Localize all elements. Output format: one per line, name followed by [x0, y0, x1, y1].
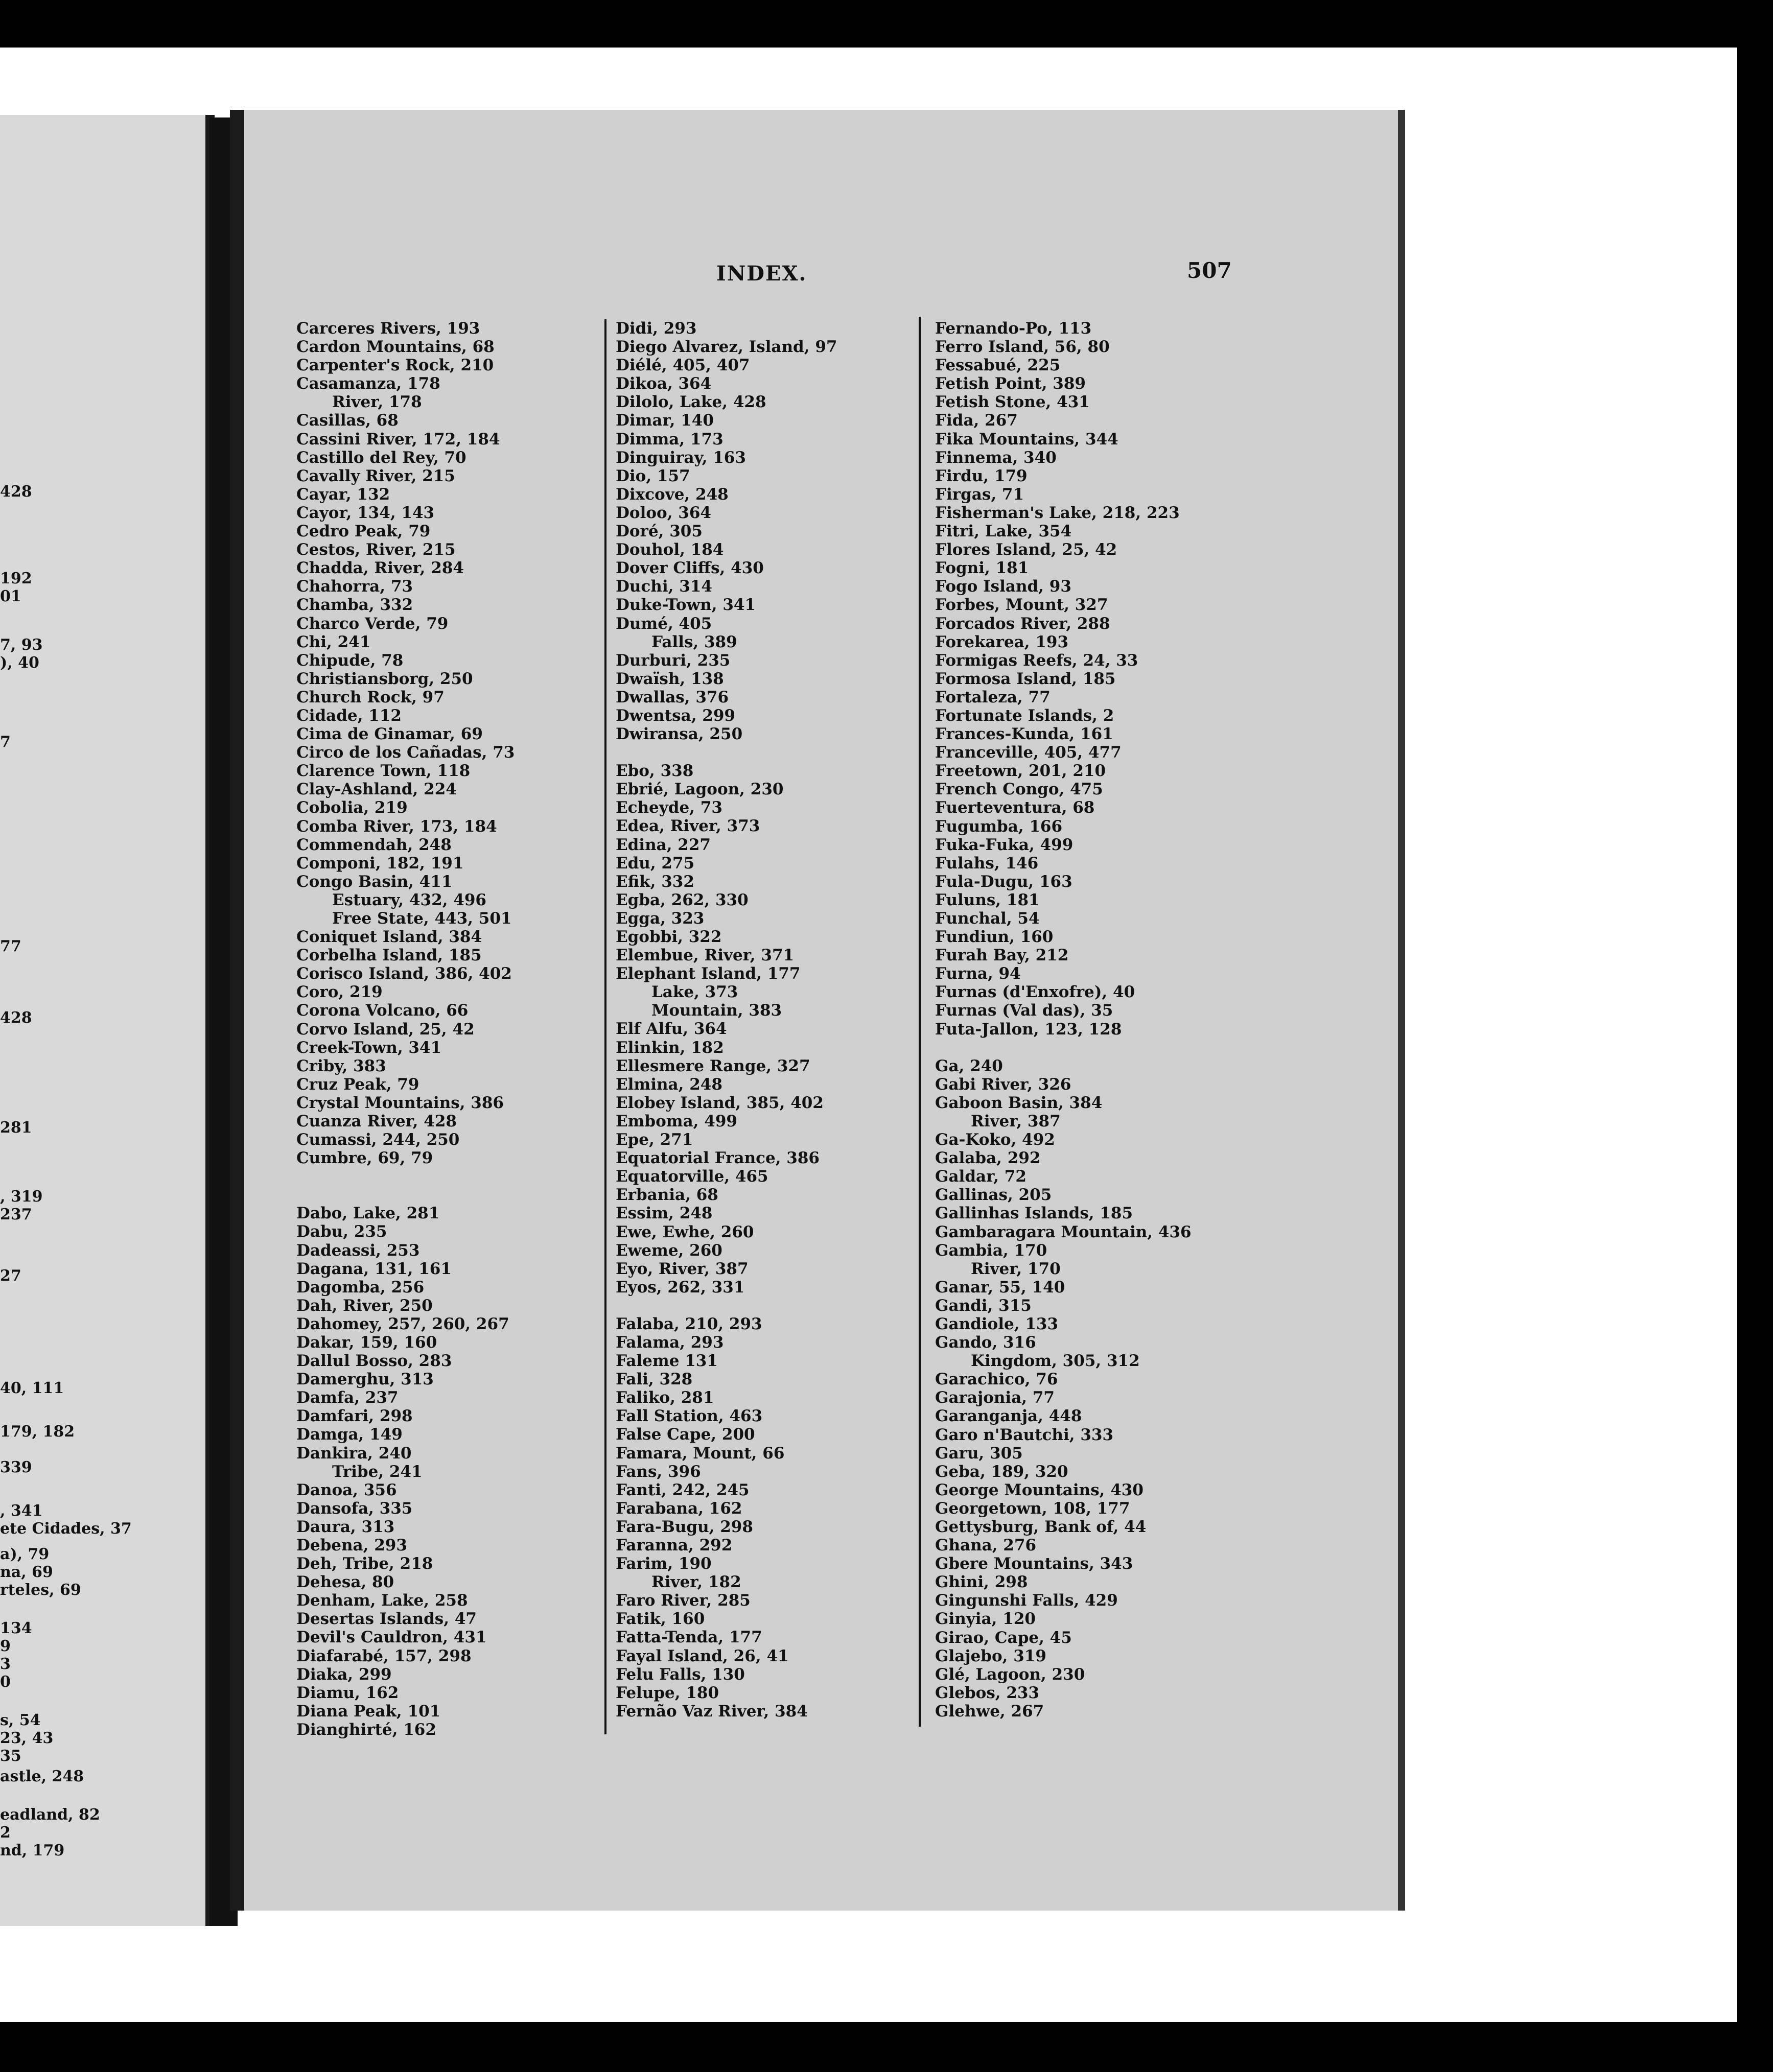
- index-entry: Fortunate Islands, 2: [935, 706, 1114, 725]
- index-entry: Elembue, River, 371: [616, 946, 795, 965]
- index-entry: Fatta-Tenda, 177: [616, 1628, 762, 1647]
- section-gap: [296, 1186, 515, 1204]
- index-entry: Gingunshi Falls, 429: [935, 1591, 1118, 1610]
- index-entry: Elmina, 248: [616, 1075, 722, 1094]
- left-page-fragment: 01: [0, 587, 21, 605]
- left-page-fragment: 339: [0, 1458, 32, 1476]
- index-entry: Freetown, 201, 210: [935, 762, 1106, 781]
- index-entry: Diélé, 405, 407: [616, 356, 750, 375]
- index-entry: Corbelha Island, 185: [296, 946, 482, 965]
- index-entry: Dover Cliffs, 430: [616, 559, 764, 578]
- left-page-fragment: 3: [0, 1655, 11, 1673]
- index-entry: Ewe, Ewhe, 260: [616, 1222, 754, 1241]
- section-gap: [616, 743, 837, 762]
- left-page-fragment: 27: [0, 1267, 21, 1285]
- index-entry: Fugumba, 166: [935, 817, 1063, 836]
- index-entry: Falaba, 210, 293: [616, 1314, 762, 1333]
- index-entry: Edina, 227: [616, 835, 711, 854]
- index-entry: Ga-Koko, 492: [935, 1131, 1055, 1149]
- index-entry: Glebos, 233: [935, 1683, 1040, 1702]
- index-entry: Gando, 316: [935, 1333, 1036, 1352]
- left-page-fragment: s, 54: [0, 1711, 41, 1729]
- index-entry: Diafarabé, 157, 298: [296, 1646, 472, 1665]
- index-subentry: River, 170: [971, 1259, 1061, 1278]
- index-entry: Firdu, 179: [935, 466, 1028, 485]
- index-entry: Fernando-Po, 113: [935, 319, 1092, 338]
- index-entry: Dabu, 235: [296, 1222, 387, 1241]
- index-entry: Elinkin, 182: [616, 1038, 724, 1057]
- index-entry: Damerghu, 313: [296, 1370, 434, 1389]
- left-page-fragment: na, 69: [0, 1563, 53, 1581]
- left-page-fragment: 281: [0, 1119, 32, 1137]
- left-page-fragment: 23, 43: [0, 1729, 54, 1747]
- index-subentry: Kingdom, 305, 312: [971, 1352, 1140, 1371]
- index-entry: Gaboon Basin, 384: [935, 1093, 1103, 1112]
- index-entry: Chi, 241: [296, 632, 371, 651]
- index-entry: Dagomba, 256: [296, 1278, 425, 1297]
- index-entry: Clarence Town, 118: [296, 762, 471, 781]
- index-entry: Douhol, 184: [616, 540, 724, 559]
- index-entry: Fetish Stone, 431: [935, 393, 1090, 412]
- index-entry: Furna, 94: [935, 964, 1021, 983]
- index-entry: Felu Falls, 130: [616, 1665, 745, 1684]
- index-entry: Fuka-Fuka, 499: [935, 835, 1074, 854]
- index-entry: Fall Station, 463: [616, 1407, 763, 1426]
- index-entry: Commendah, 248: [296, 835, 452, 854]
- index-entry: Criby, 383: [296, 1056, 386, 1075]
- index-entry: Funchal, 54: [935, 909, 1040, 928]
- index-entry: Futa-Jallon, 123, 128: [935, 1020, 1122, 1039]
- index-entry: Dansofa, 335: [296, 1499, 413, 1518]
- left-page-fragment: ), 40: [0, 654, 39, 672]
- left-page-fragment: 7: [0, 733, 11, 751]
- index-entry: Dakar, 159, 160: [296, 1333, 437, 1352]
- index-entry: Cassini River, 172, 184: [296, 430, 500, 449]
- index-entry: False Cape, 200: [616, 1425, 755, 1444]
- index-entry: Dinguiray, 163: [616, 448, 746, 467]
- index-entry: Dio, 157: [616, 466, 690, 485]
- index-entry: Falama, 293: [616, 1333, 724, 1352]
- index-entry: Cima de Ginamar, 69: [296, 725, 483, 744]
- section-gap: [296, 1167, 515, 1186]
- index-entry: Felupe, 180: [616, 1683, 719, 1702]
- index-entry: Chahorra, 73: [296, 577, 413, 596]
- index-entry: Cidade, 112: [296, 706, 402, 725]
- index-entry: Gandiole, 133: [935, 1314, 1059, 1333]
- index-entry: Faliko, 281: [616, 1388, 714, 1407]
- index-entry: Ellesmere Range, 327: [616, 1056, 810, 1075]
- index-entry: Fara-Bugu, 298: [616, 1517, 753, 1536]
- left-page-fragment: eadland, 82: [0, 1806, 100, 1824]
- index-entry: Didi, 293: [616, 319, 697, 338]
- index-entry: Fogo Island, 93: [935, 577, 1071, 596]
- index-entry: Eyo, River, 387: [616, 1259, 749, 1278]
- left-page-fragment: 428: [0, 483, 32, 501]
- index-entry: Damfari, 298: [296, 1407, 413, 1426]
- left-page-fragment: , 319: [0, 1188, 43, 1206]
- index-entry: Doloo, 364: [616, 503, 711, 522]
- index-entry: Fika Mountains, 344: [935, 430, 1118, 449]
- index-entry: Chamba, 332: [296, 596, 413, 615]
- index-entry: Cestos, River, 215: [296, 540, 456, 559]
- index-entry: Corvo Island, 25, 42: [296, 1020, 475, 1039]
- index-entry: Equatorial France, 386: [616, 1149, 820, 1168]
- index-entry: Glajebo, 319: [935, 1646, 1046, 1665]
- index-subentry: Estuary, 432, 496: [332, 890, 486, 909]
- index-entry: Coro, 219: [296, 983, 383, 1002]
- index-entry: Fogni, 181: [935, 559, 1029, 578]
- index-entry: Forekarea, 193: [935, 632, 1069, 651]
- index-entry: Fula-Dugu, 163: [935, 872, 1072, 891]
- index-entry: Glé, Lagoon, 230: [935, 1665, 1085, 1684]
- left-page-fragment: , 341: [0, 1502, 43, 1520]
- index-entry: Dehesa, 80: [296, 1573, 394, 1592]
- index-column-2: [616, 319, 837, 1721]
- index-entry: Formosa Island, 185: [935, 669, 1116, 688]
- left-page-fragment: 7, 93: [0, 636, 43, 654]
- index-entry: Carceres Rivers, 193: [296, 319, 480, 338]
- index-entry: Dwiransa, 250: [616, 725, 743, 744]
- index-entry: Creek-Town, 341: [296, 1038, 442, 1057]
- index-entry: Cayor, 134, 143: [296, 503, 435, 522]
- index-entry: Gallinhas Islands, 185: [935, 1204, 1133, 1223]
- index-entry: Fans, 396: [616, 1462, 701, 1481]
- index-entry: Crystal Mountains, 386: [296, 1093, 504, 1112]
- left-page-fragment: 428: [0, 1009, 32, 1027]
- index-entry: Furnas (d'Enxofre), 40: [935, 983, 1135, 1002]
- column-rule: [919, 317, 921, 1727]
- index-column-1: [296, 319, 515, 1739]
- index-entry: Debena, 293: [296, 1536, 407, 1555]
- left-page-fragment: 35: [0, 1747, 21, 1765]
- page-number: 507: [1187, 258, 1232, 283]
- index-entry: Ebrié, Lagoon, 230: [616, 780, 784, 799]
- index-entry: Comba River, 173, 184: [296, 817, 497, 836]
- index-entry: Fortaleza, 77: [935, 688, 1051, 707]
- index-entry: Cavally River, 215: [296, 466, 455, 485]
- index-entry: Dagana, 131, 161: [296, 1259, 452, 1278]
- index-entry: Farim, 190: [616, 1555, 712, 1573]
- index-entry: Casillas, 68: [296, 411, 399, 430]
- index-entry: Furnas (Val das), 35: [935, 1001, 1113, 1020]
- index-entry: Damfa, 237: [296, 1388, 399, 1407]
- index-entry: Damga, 149: [296, 1425, 403, 1444]
- index-entry: Ginyia, 120: [935, 1610, 1036, 1629]
- index-entry: Dankira, 240: [296, 1444, 412, 1463]
- running-head: INDEX.: [716, 262, 807, 286]
- index-entry: Elobey Island, 385, 402: [616, 1093, 824, 1112]
- index-entry: Glehwe, 267: [935, 1702, 1044, 1721]
- index-entry: Charco Verde, 79: [296, 614, 449, 633]
- index-entry: Church Rock, 97: [296, 688, 445, 707]
- section-gap: [616, 1297, 837, 1315]
- index-subentry: Mountain, 383: [651, 1001, 782, 1020]
- index-entry: Ghini, 298: [935, 1573, 1028, 1592]
- index-entry: Franceville, 405, 477: [935, 743, 1122, 762]
- index-entry: Ghana, 276: [935, 1536, 1037, 1555]
- index-entry: Dallul Bosso, 283: [296, 1352, 452, 1371]
- index-entry: Egobbi, 322: [616, 928, 722, 946]
- index-entry: Cumbre, 69, 79: [296, 1149, 433, 1168]
- index-entry: Furah Bay, 212: [935, 946, 1069, 965]
- index-entry: Dimma, 173: [616, 430, 724, 449]
- index-entry: Emboma, 499: [616, 1112, 737, 1131]
- index-entry: Duke-Town, 341: [616, 596, 756, 615]
- index-entry: Casamanza, 178: [296, 374, 440, 393]
- index-entry: Gabi River, 326: [935, 1075, 1071, 1094]
- index-entry: Gbere Mountains, 343: [935, 1555, 1133, 1573]
- index-entry: Dumé, 405: [616, 614, 712, 633]
- index-entry: Formigas Reefs, 24, 33: [935, 651, 1138, 670]
- index-entry: Gallinas, 205: [935, 1186, 1052, 1205]
- index-entry: Faranna, 292: [616, 1536, 733, 1555]
- index-entry: Cobolia, 219: [296, 798, 408, 817]
- index-entry: Dikoa, 364: [616, 374, 712, 393]
- index-entry: Flores Island, 25, 42: [935, 540, 1117, 559]
- index-entry: Danoa, 356: [296, 1480, 397, 1499]
- left-page-fragment: 134: [0, 1619, 32, 1637]
- index-entry: Epe, 271: [616, 1131, 693, 1149]
- index-entry: Chadda, River, 284: [296, 559, 464, 578]
- index-entry: Ga, 240: [935, 1056, 1003, 1075]
- index-entry: Georgetown, 108, 177: [935, 1499, 1130, 1518]
- index-entry: Duchi, 314: [616, 577, 712, 596]
- index-entry: Corisco Island, 386, 402: [296, 964, 512, 983]
- index-entry: Devil's Cauldron, 431: [296, 1628, 487, 1647]
- index-entry: Gambaragara Mountain, 436: [935, 1222, 1192, 1241]
- index-entry: Cuanza River, 428: [296, 1112, 457, 1131]
- index-entry: Fida, 267: [935, 411, 1018, 430]
- index-entry: Dahomey, 257, 260, 267: [296, 1314, 509, 1333]
- column-rule: [604, 319, 606, 1734]
- index-entry: Ebo, 338: [616, 762, 694, 781]
- index-entry: Efik, 332: [616, 872, 694, 891]
- index-entry: Cedro Peak, 79: [296, 522, 431, 541]
- index-entry: Garachico, 76: [935, 1370, 1058, 1389]
- left-page-fragment: 40, 111: [0, 1379, 64, 1397]
- index-entry: Desertas Islands, 47: [296, 1610, 477, 1629]
- index-entry: Cayar, 132: [296, 485, 390, 504]
- index-entry: Erbania, 68: [616, 1186, 718, 1205]
- index-entry: Diego Alvarez, Island, 97: [616, 338, 837, 357]
- index-entry: Dianghirté, 162: [296, 1720, 436, 1739]
- index-entry: Elephant Island, 177: [616, 964, 801, 983]
- index-entry: Dwaïsh, 138: [616, 669, 724, 688]
- index-entry: Carpenter's Rock, 210: [296, 356, 494, 375]
- index-entry: Faleme 131: [616, 1352, 718, 1371]
- index-entry: Circo de los Cañadas, 73: [296, 743, 515, 762]
- index-entry: Girao, Cape, 45: [935, 1628, 1072, 1647]
- left-page-fragment: 237: [0, 1206, 32, 1223]
- index-entry: Gambia, 170: [935, 1241, 1047, 1260]
- index-entry: Edu, 275: [616, 854, 695, 873]
- index-entry: Firgas, 71: [935, 485, 1024, 504]
- index-entry: Fessabué, 225: [935, 356, 1061, 375]
- index-entry: Dwallas, 376: [616, 688, 729, 707]
- index-entry: Faro River, 285: [616, 1591, 751, 1610]
- index-entry: Gettysburg, Bank of, 44: [935, 1518, 1147, 1536]
- left-page: [0, 115, 215, 1926]
- index-entry: Galdar, 72: [935, 1167, 1027, 1186]
- left-page-fragment: 2: [0, 1824, 11, 1842]
- index-entry: Garajonia, 77: [935, 1388, 1055, 1407]
- index-entry: Fisherman's Lake, 218, 223: [935, 503, 1180, 522]
- left-page-fragment: nd, 179: [0, 1842, 65, 1859]
- index-entry: Clay-Ashland, 224: [296, 780, 457, 799]
- index-entry: Eweme, 260: [616, 1241, 722, 1260]
- index-entry: Cruz Peak, 79: [296, 1075, 419, 1094]
- index-subentry: River, 387: [971, 1112, 1061, 1131]
- index-entry: French Congo, 475: [935, 780, 1103, 799]
- index-entry: Deh, Tribe, 218: [296, 1555, 433, 1573]
- index-entry: Galaba, 292: [935, 1149, 1041, 1168]
- index-entry: Dilolo, Lake, 428: [616, 393, 766, 412]
- index-entry: Diaka, 299: [296, 1665, 392, 1684]
- index-entry: Echeyde, 73: [616, 798, 722, 817]
- index-entry: Daura, 313: [296, 1517, 395, 1536]
- left-page-fragment: rteles, 69: [0, 1581, 81, 1599]
- index-entry: Egba, 262, 330: [616, 890, 749, 909]
- index-entry: Fatik, 160: [616, 1610, 705, 1629]
- index-entry: Garo n'Bautchi, 333: [935, 1425, 1114, 1444]
- index-entry: Elf Alfu, 364: [616, 1020, 727, 1039]
- index-entry: George Mountains, 430: [935, 1480, 1144, 1499]
- index-entry: Eyos, 262, 331: [616, 1278, 745, 1297]
- index-subentry: Free State, 443, 501: [332, 909, 512, 928]
- index-entry: Cardon Mountains, 68: [296, 338, 495, 357]
- left-page-fragment: 77: [0, 937, 21, 955]
- index-entry: Equatorville, 465: [616, 1167, 768, 1186]
- left-page-fragment: ete Cidades, 37: [0, 1520, 132, 1538]
- index-entry: Fanti, 242, 245: [616, 1480, 750, 1499]
- index-entry: Dah, River, 250: [296, 1296, 433, 1315]
- index-subentry: River, 182: [651, 1573, 741, 1592]
- index-entry: Garu, 305: [935, 1444, 1023, 1463]
- index-entry: Fundiun, 160: [935, 928, 1054, 947]
- index-entry: Durburi, 235: [616, 651, 731, 670]
- index-entry: Forcados River, 288: [935, 614, 1110, 633]
- index-entry: Denham, Lake, 258: [296, 1591, 468, 1610]
- index-entry: Fulahs, 146: [935, 854, 1039, 873]
- index-entry: Forbes, Mount, 327: [935, 596, 1108, 615]
- index-entry: Diana Peak, 101: [296, 1702, 441, 1721]
- index-entry: Essim, 248: [616, 1204, 713, 1223]
- left-page-fragment: astle, 248: [0, 1768, 84, 1785]
- index-entry: Fuerteventura, 68: [935, 798, 1095, 817]
- index-entry: Dixcove, 248: [616, 485, 729, 504]
- left-page-fragment: 192: [0, 570, 32, 587]
- index-subentry: River, 178: [332, 393, 422, 412]
- index-entry: Castillo del Rey, 70: [296, 448, 466, 467]
- index-entry: Finnema, 340: [935, 448, 1057, 467]
- index-subentry: Tribe, 241: [332, 1462, 423, 1481]
- index-entry: Fernão Vaz River, 384: [616, 1702, 808, 1721]
- index-entry: Farabana, 162: [616, 1499, 742, 1518]
- index-entry: Christiansborg, 250: [296, 669, 473, 688]
- index-entry: Dabo, Lake, 281: [296, 1204, 440, 1223]
- section-gap: [935, 1039, 1192, 1057]
- index-entry: Cumassi, 244, 250: [296, 1131, 460, 1149]
- index-subentry: Falls, 389: [651, 632, 737, 651]
- index-entry: Doré, 305: [616, 522, 703, 541]
- index-entry: Egga, 323: [616, 909, 705, 928]
- index-entry: Dwentsa, 299: [616, 706, 735, 725]
- index-entry: Corona Volcano, 66: [296, 1001, 469, 1020]
- index-entry: Ganar, 55, 140: [935, 1278, 1065, 1297]
- left-page-fragment: 179, 182: [0, 1423, 75, 1441]
- left-page-fragment: 9: [0, 1637, 11, 1655]
- index-entry: Gandi, 315: [935, 1296, 1032, 1315]
- index-entry: Garanganja, 448: [935, 1407, 1082, 1426]
- index-entry: Fetish Point, 389: [935, 374, 1086, 393]
- left-page-fragment: 0: [0, 1673, 11, 1691]
- index-entry: Ferro Island, 56, 80: [935, 338, 1110, 357]
- index-entry: Fali, 328: [616, 1370, 693, 1389]
- index-entry: Famara, Mount, 66: [616, 1444, 785, 1463]
- index-entry: Fuluns, 181: [935, 890, 1040, 909]
- index-entry: Fitri, Lake, 354: [935, 522, 1072, 541]
- index-entry: Edea, River, 373: [616, 817, 760, 836]
- index-entry: Dimar, 140: [616, 411, 714, 430]
- index-entry: Congo Basin, 411: [296, 872, 453, 891]
- index-entry: Componi, 182, 191: [296, 854, 464, 873]
- index-entry: Fayal Island, 26, 41: [616, 1646, 789, 1665]
- index-entry: Geba, 189, 320: [935, 1462, 1068, 1481]
- index-entry: Frances-Kunda, 161: [935, 725, 1113, 744]
- index-entry: Diamu, 162: [296, 1683, 399, 1702]
- index-subentry: Lake, 373: [651, 983, 738, 1002]
- index-entry: Chipude, 78: [296, 651, 404, 670]
- index-column-3: [935, 319, 1192, 1721]
- left-page-fragment: a), 79: [0, 1545, 50, 1563]
- index-entry: Dadeassi, 253: [296, 1241, 420, 1260]
- index-entry: Coniquet Island, 384: [296, 928, 482, 947]
